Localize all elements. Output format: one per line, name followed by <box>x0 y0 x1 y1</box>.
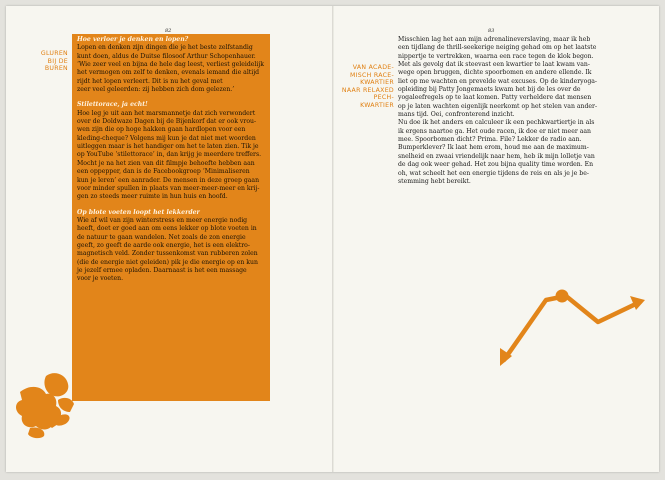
text-line: Bumperklever? Ik laat hem erom, houd me aan de maximum- <box>398 144 589 152</box>
text-line: heeft, doet er goed aan om eens lekker op blote voeten in <box>77 225 257 233</box>
text-line: kleding-cheque? Volgens mij kun je dat niet met woorden <box>77 134 256 142</box>
text-line: uitleggen maar is het handiger om het te laten zien. Tik je <box>77 143 259 151</box>
text-line: liet op me wachten en prevelde wat excuses. Op de kinderyoga- <box>398 77 597 85</box>
text-line: stemming hebt bereikt. <box>398 177 471 185</box>
text-line: ik ergens naartoe ga. Het oude racen, ik doe er niet meer aan <box>398 127 591 135</box>
text-line: Mocht je na het zien van dit filmpje behoefte hebben aan <box>77 159 255 167</box>
text-line: snelheid en zwaai vriendelijk naar hem, heb ik mijn lolletje van <box>398 152 595 160</box>
text-line: over de Doldwaze Dagen bij de Bijenkorf dat er ook vrou- <box>77 118 257 126</box>
text-line: wege open bruggen, dichte spoorbomen en andere ellende. Ik <box>398 69 592 77</box>
text-line: mans tijd. Oei, confronterend inzicht. <box>398 111 515 119</box>
right-page-number: 83 <box>488 28 495 34</box>
text-line: voor je voeten. <box>77 275 124 283</box>
text-line: Met als gevolg dat ik steevast een kwartier te laat kwam van- <box>398 61 590 69</box>
text-line: je jezelf ermee opladen. Daarnaast is het een massage <box>77 266 247 274</box>
text-line: yogaleefregels op te laat komen. Patty verheldere dat mensen <box>398 94 592 102</box>
text-line: de dag ook weer gehad. Het zou bijna quality time worden. En <box>398 161 594 169</box>
side-label-line: PECH- <box>373 94 394 102</box>
text-line: een tijdlang de thrill-seekerige neiging gehad om op het laatste <box>398 44 597 52</box>
text-line: oh, wat scheelt het een energie tijdens de reis en als je je be- <box>398 169 589 177</box>
text-line: geeft, zo geeft de aarde ook energie, het is een elektro- <box>77 241 250 249</box>
box-heading-2: Stilettorace, ja echt! <box>77 101 148 109</box>
text-line: Lopen en denken zijn dingen die je het beste zelfstandig <box>77 44 253 52</box>
text-line: op je laten wachten eigenlijk neerkomt op het stelen van ander- <box>398 102 598 110</box>
text-line: een oppepper, dan is de Facebookgroep ‘Minimaliseren <box>77 168 250 176</box>
text-line: voor minder spullen in plaats van meer-meer-meer en krij- <box>77 184 260 192</box>
text-line: het vermogen om zelf te denken, evenals iemand die altijd <box>77 69 260 77</box>
side-label-line: MISCH RACE- <box>350 71 394 79</box>
side-label-line: VAN ACADE- <box>352 64 394 71</box>
text-line: kunt doen, aldus de Duitse filosoof Arthur Schopenhauer. <box>77 52 256 60</box>
text-line: ‘Wie zeer veel en bijna de hele dag leest, verliest geleidelijk <box>77 61 264 69</box>
text-line: mee. Spoorbomen dicht? Prima. File? Lekker de radio aan. <box>398 136 582 144</box>
side-label-line: KWARTIER <box>360 79 394 87</box>
text-line: opleiding bij Patty Jongemaets kwam het bij de les over de <box>398 86 581 94</box>
text-line: wen zijn die op hoge hakken gaan hardlopen voor een <box>77 126 246 134</box>
side-label-line: GLUREN <box>40 50 68 57</box>
box-heading-3: Op blote voeten loopt het lekkerder <box>77 208 200 216</box>
text-line: gen zo steeds meer ruimte in hun huis en hoofd. <box>77 193 228 201</box>
text-line: (die de energie niet geleiden) pik je die energie op en kun <box>77 258 258 266</box>
side-label-line: NAAR RELAXED <box>341 86 394 94</box>
text-line: Nu doe ik het anders en calculeer ik een pechkwartiertje in als <box>398 119 595 127</box>
text-line: Wie af wil van zijn winterstress en meer energie nodig <box>77 216 248 224</box>
text-line: Hoe leg je uit aan het marsmannetje dat zich verwondert <box>77 109 256 117</box>
text-line: kun je leren’ een aanrader. De mensen in deze groep gaan <box>77 176 260 184</box>
side-label-line: BIJ DE <box>47 57 68 65</box>
left-page-number: 82 <box>165 28 172 34</box>
text-line: magnetisch veld. Zonder tussenkomst van rubberen zolen <box>77 250 258 258</box>
text-line: op YouTube ‘stilettorace’ in, dan krijg je meerdere treffers. <box>77 151 262 159</box>
text-line: rijdt het lopen verleert. Dit is nu het geval met <box>77 77 223 85</box>
box-heading-1: Hoe verloer je denken en lopen? <box>77 36 189 43</box>
text-line: zeer veel geleerden: zij hebben zich dom gelezen.’ <box>77 86 235 94</box>
text-line: Misschien lag het aan mijn adrenalineverslaving, maar ik heb <box>398 36 591 43</box>
side-label-line: BUREN <box>44 65 68 73</box>
text-line: nippertje te vertrekken, waarna een race tegen de klok begon. <box>398 52 594 60</box>
side-label-line: KWARTIER <box>360 101 394 109</box>
text-line: de natuur te gaan wandelen. Net zoals de zon energie <box>77 233 246 241</box>
